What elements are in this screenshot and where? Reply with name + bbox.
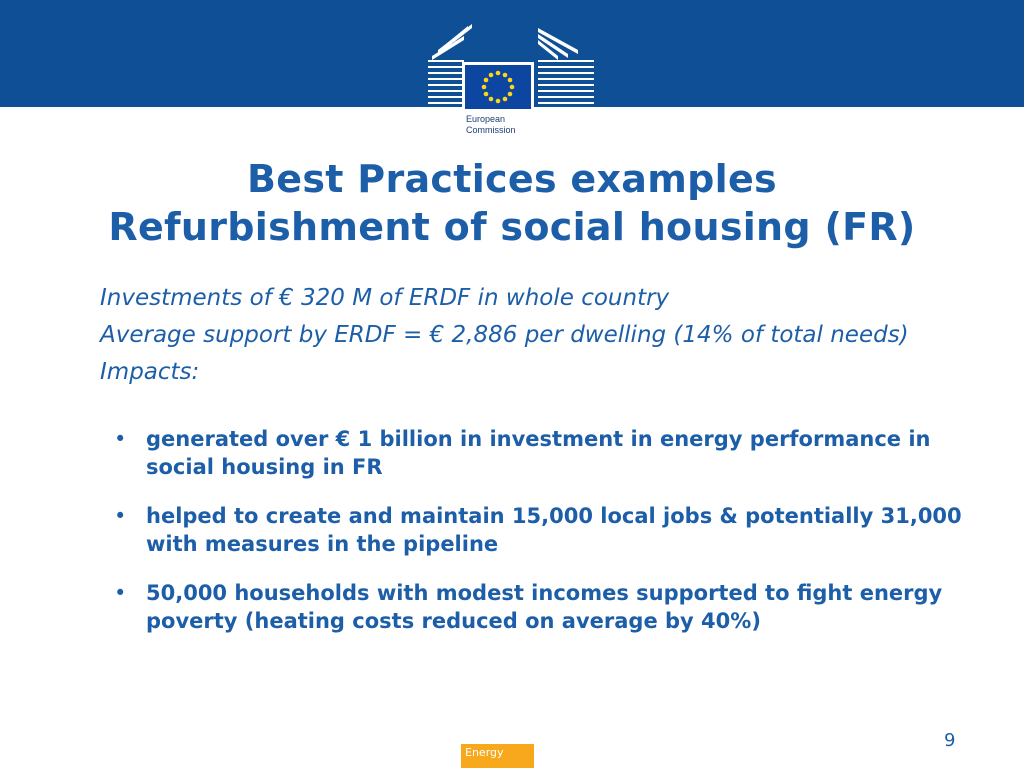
building-icon [428,20,594,142]
footer-label: Energy [465,746,504,759]
impacts-list [110,426,970,657]
impact-item [110,503,970,558]
intro-investments: Investments of € 320 M of ERDF in whole country [100,285,670,311]
bullet-icon: • [114,581,127,605]
intro-text [100,283,980,394]
impact-text: generated over € 1 billion in investment in energy performance in social housing in FR [146,427,931,479]
european-commission-logo [428,20,594,142]
footer-tab [461,744,534,768]
slide-title-line1: Best Practices examples [247,157,777,201]
bullet-icon: • [114,504,127,528]
slide-title [0,155,1024,251]
intro-average-support: Average support by ERDF = € 2,886 per dwelling (14% of total needs) [100,322,909,348]
bullet-icon: • [114,427,127,451]
logo-text-line2: Commission [466,125,516,135]
logo-text-line1: European [466,114,506,124]
page-number: 9 [944,730,956,751]
slide-title-line2: Refurbishment of social housing (FR) [108,205,916,249]
intro-impacts-heading: Impacts: [100,359,200,385]
impact-text: helped to create and maintain 15,000 local jobs & potentially 31,000 with measures in the pipeline [146,504,962,556]
impact-item [110,580,970,635]
impact-item [110,426,970,481]
impact-text: 50,000 households with modest incomes supported to fight energy poverty (heating costs reduced on average by 40%) [146,581,943,633]
